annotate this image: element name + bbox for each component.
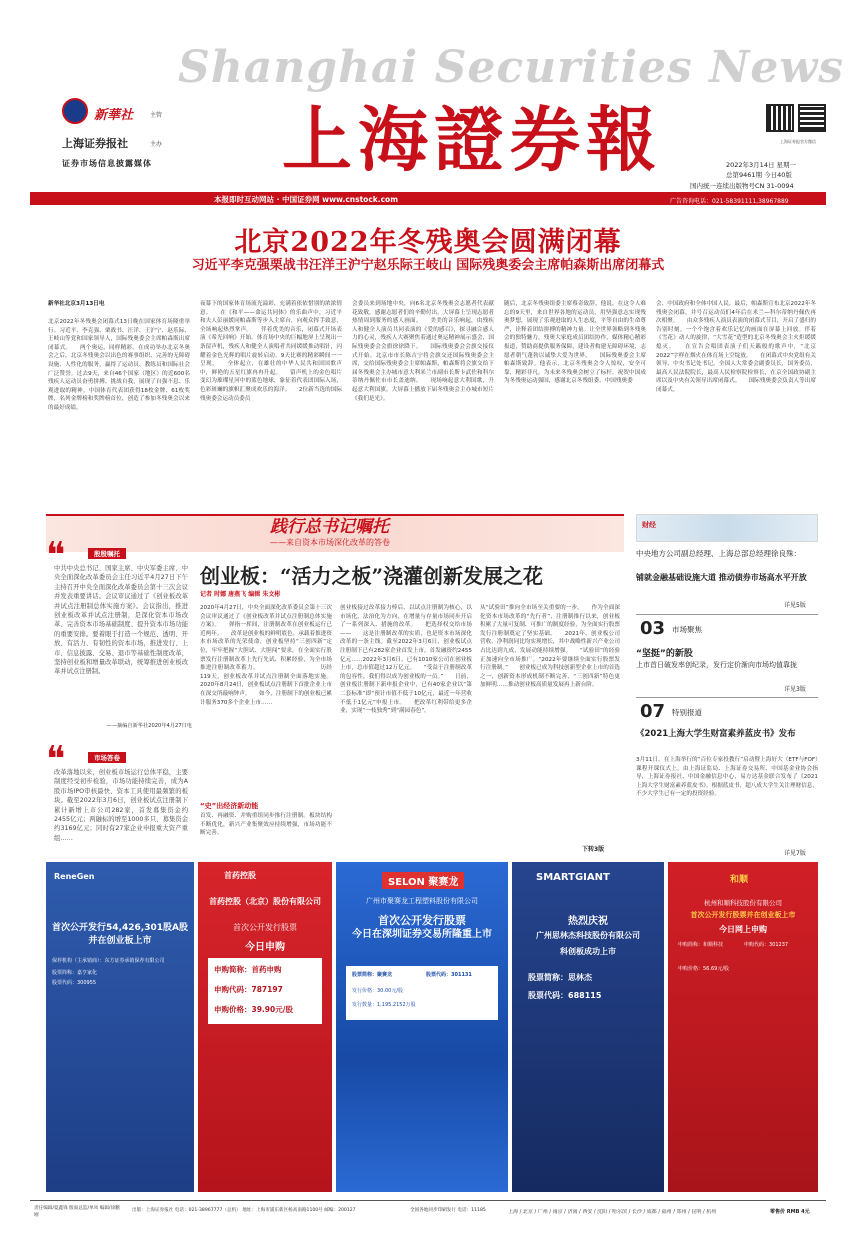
ad-smartgiant[interactable] [512,862,664,1192]
ad-title: 杭州和顺科技股份有限公司 [704,899,782,907]
ad-sub: 首次公开发行股票 [233,923,297,932]
feature-more-link[interactable]: 下转3版 [582,846,605,853]
sidebar-top-headline: 铺就金融基础设施大道 推动债券市场高水平开放 [636,573,807,582]
ad-info: 保荐机构（主承销商）：东方证券承销保荐有限公司 [52,958,165,964]
quote-mark-icon: ❝ [46,739,66,780]
footer-address: 出版：上海证券报社 电话：021-38967777（总机） 地址：上海市浦东新区杨高南路1100号 邮编：200127 [132,1208,356,1213]
issue-number: 总第9461期 今日40版 [726,171,792,179]
item2-tag: 特别报道 [672,708,702,717]
lead-col-3: 会委员来到场地中央，向6名北京冬残奥会志愿者代表献花致敬，感谢志愿者们的辛勤付出。大屏幕上呈现志愿者热情周到服务的感人画面。 美美的音乐响起，由残疾人和健全人演员共同表演的《爱的感召》，探寻融合感人力的心灵，残疾人大赛聚焦着通过奥运精神展示盛会，国际残奥委会会旗徐徐降下。 国际残奥委会会旗交接仪式开始。北京市市长陈吉宁将会旗交还国际残奥委会主席，交给国际残奥委会主席帕森斯，帕森斯将会旗交给下届冬残奥会主办城市意大利米兰市副市长斯卡武佐和科尔蒂纳丹佩佐市市长盖迪纳。 现场响起意大利国歌，升起意大利国旗。大屏幕上播放下届冬残奥会主办城市短片《我们是光》。 [352,301,494,402]
item2-text: 3月11日，在上海举行的“百位专家投教行”启动暨上海好大（ETF与FOF）课程开课仪式上，由上海证监局、上海证券交易所、中国基金业协会指导，上海证券报社、中国金融信息中心，易方达基金联合发布了《2021上海大学生财富素养蓝皮书》。根据蓝皮书，超八成大学生关注理财信息，不少大学生已有一定的投资经验。 [636,757,818,798]
quote-mark-icon: ❝ [46,535,66,576]
ad-info: 股票简称：嘉亨家化 [52,970,98,976]
publisher-role: 主办 [150,141,163,148]
ad-title: 热烈庆祝 [568,916,608,927]
ad-sub2: 今日申购 [245,942,285,953]
ad-sub: 首次公开发行股票并在创业板上市 [690,911,796,919]
feature-subhead: “史”出经济新动能 [200,802,259,810]
sidebar-divider [636,614,818,615]
sidebar-top-text: 中央地方公司副总经理、上海总部总经理徐良殊： [636,549,801,558]
main-headline: 北京2022年冬残奥会圆满闭幕 [234,227,622,258]
ad-info: 发行数量：1,195.2152万股 [352,1002,416,1008]
ad-brand: SMARTGIANT [536,872,610,883]
lead-col-4: 随后，北京冬残奥组委主席蔡奇致辞。他说，在这令人难忘的9天里，来自世界各地的运动员，用坚强意志实现残奥梦想，展现了乐观进取的人生态度，平等自由的生命尊严，诠释着团结拼搏的精神力量。让全世界领略到冬残奥会的独特魅力。残奥大家庭成员团结协作，媒体精心精彩报道，赞助商提供服务保障，建设者构建无障碍环境，志愿者朝气蓬勃以诚挚大爱为世界。 国际残奥委会主席帕森斯致辞。他表示，北京冬残奥会令人惊叹，安全可靠，精彩非凡。为未来冬残奥会树立了标杆。祝贺中国成为冬残奥运动强国，感谢北京冬残组委、中国残奥委 [504,301,646,385]
ad-info: 申购价格：39.90元/股 [214,1005,293,1014]
ad-info: 申购代码：787197 [214,985,283,994]
ad-info: 发行价格：30.00元/股 [352,988,403,994]
item2-number: 07 [640,701,666,722]
ad-info: 股票简称：思林杰 [528,973,592,982]
english-title: Shanghai Securities News [178,42,844,93]
site-tagline: 本报即时互动网站 · 中国证券网 www.cnstock.com [214,195,399,204]
footer-cities: 上海 / 北京 / 广州 / 南京 / 济南 / 西安 / 沈阳 / 哈尔滨 / 长沙 / 成都 / 福州 / 郑州 / 昆明 / 杭州 [508,1209,717,1215]
series-subtitle: ——来自资本市场深化改革的答卷 [270,538,390,547]
lead-story [48,300,828,505]
item1-tag: 市场聚焦 [672,625,702,634]
quote1-text: 中共中央总书记、国家主席、中央军委主席、中央全面深化改革委员会主任习近平4月27日下午主持召开中央全面深化改革委员会第十三次会议并发表重要讲话。会议审议通过了《创业板改革并试点注册制总体实施方案》。会议指出，推进创业板改革并试点注册制，是深化资本市场改革、完善资本市场基础制度、提升资本市场功能的重要安排。要着眼于打造一个规范、透明、开放、有活力、有韧性的资本市场，推进发行、上市、信息披露、交易、退市等基础性制度改革，坚持创业板和增量改革联动，统筹推进创业板改革并试点注册制。 [54,565,188,676]
ad-info: 股票简称：聚赛龙 [352,972,393,978]
ad-info: 股票代码：300955 [52,980,97,986]
series-title: 践行总书记嘱托 [270,517,389,537]
sidebar-top-more[interactable]: 详见5版 [784,602,806,609]
sidebar-logo: 财经 [642,521,656,529]
xinhua-logo-icon [62,98,88,124]
ad-sub2: 今日在深圳证券交易所隆重上市 [352,929,492,940]
lead-col-5: 会、中国政府和全体中国人民。最后，帕森斯宣布北京2022年冬残奥会闭幕，并号召运动员们4年后在米兰—科尔蒂纳丹佩佐再次相聚。 由众多残疾人演员表演的闭幕式节目，开启了盛归的告别时刻。一个个饱含着欢乐记忆的画面在屏幕上回放。伴着《雪花》动人的旋律，“大雪花”造型的北京冬残奥会主火炬缓缓熄灭。 在宣告会唱团表演子们天籁般的歌声中，“北京2022”字样在烟火在体育场上空绽放。 在闭幕式中央党组有关领导、中央书记处书记，全国人大常委会副委员长，国务委员，最高人民法院院长，最高人民检察院检察长，在京全国政协副主席以及中央有关领导出席闭幕式。 国际残奥委会负责人等出席闭幕式。 [656,301,816,393]
item1-title: “坚挺”的新股 [636,649,693,659]
masthead-chinese-title: 上海證券報 [282,98,662,181]
ad-info: 申购代码：301237 [744,942,789,948]
lead-col-2: 夜幕下的国家体育场流光溢彩，充满着依依惜别的浓浓情意。 在《和平——命运共同体》的乐曲声中，习近平和夫人彭丽媛同帕森斯等步入主席台，向观众挥手致意，全场响起热烈掌声。 伴着优美的音乐，闭幕式开场表演《希光回响》开始。体育场中央的巨幅地屏上呈现出一条留声机，残疾人和健全人演唱者共同缓缓推动唱针，闪耀着金色光辉的唱片旋转启动。9天比赛的精彩瞬间一一呈现。 全体起立，在雄壮的中华人民共和国国歌声中，鲜艳的五星红旗冉冉升起。 留声机上的金色唱片变幻为璀璨星河中的蓝色地球，象征着代表团国际入场，色彩斑斓的旗帜汇聚成欢乐的海洋。 2位新当选的国际残奥委会运动员委员 [200,301,342,402]
qr-caption: 上海证券报官方微信 [780,139,816,144]
footer-print: 全国各地同步印刷发行 电话：11185 [410,1208,486,1213]
ad-title: 首次公开发行54,426,301股A股并在创业板上市 [52,923,188,946]
quote2-text: 改革落地以来，创业板市场运行总体平稳，主要制度经受初步检验，市场功能持续完善，成为A股市场IPO审核最快、资本工具使用最频繁的板块。截至2022年3月6日，创业板试点注册制下累计新增上市公司282家，首发募集资金约2455亿元；两融标的增至1000多只，募集资金约3169亿元；同时有27家企业申报重大资产重组…… [54,769,188,842]
feature-col-2: 创业板接过改革接力棒后，以试点注册制为核心，以市场化、法治化为方向，在增量与存量市场同步开启了一系列深入、措施的改革。 把选择权交给市场—— 这是注册制改革的实质，也是资本市场深化改革的一条主线。截至2022年3月6日，创业板试点注册制下已有282家企业首发上市，首发融资约2455亿元……2022年3月6日，已有1010家公司在创业板上市，总市值超过12万亿元。 “受益于注册制改革的包容性，我们得以成为创业板的一员。” 日前，创业板注册制下新申报企业中，已有40家企业以“第二套标准”即“预计市值不低于10亿元，最近一年营收不低于1亿元”申报上市。 把改革红利带给更多企业，实现“一枝独秀”到“满园春色”。 [340,605,472,715]
qr-code-icon [766,104,794,132]
ad-brand: 首药控股 [224,871,256,880]
ad-title: 广州市聚赛龙工程塑料股份有限公司 [366,897,478,905]
feature-headline: 创业板：“活力之板”浇灌创新发展之花 [200,564,544,588]
feature-col-1: 2020年4月27日，中央全面深化改革委员会第十三次会议审议通过了《创业板改革并试点注册制总体实施方案》。 弹指一挥间，注册制改革在创业板运行已近两年。 改革是创业板的鲜明底色。承载着推进资本市场改革的光荣使命，创业板坚持“三创四新”定位，牢牢把握“大胆试、大胆闯”要求，在全面实行股票发行注册制改革上先行先试、积累经验，为全市场推进注册制改革蓄力。 历经119天，创业板改革并试点注册制全面落地实施。2020年8月24日，创业板试点注册制下首批企业上市在深交所敲响钟声。 如今，注册制下的创业板已累计服务370多个企业上市…… [200,605,332,706]
ad-info: 申购简称：首药申购 [214,965,282,974]
item1-desc: 上市首日破发率创纪录，发行定价渐向市场均值靠拢 [636,661,797,669]
publisher: 上海证券报社 [62,137,128,150]
ad-sub: 广州思林杰科技股份有限公司 [536,931,640,940]
dateline: 新华社北京3月13日电 [48,301,105,307]
item2-more[interactable]: 详见7版 [784,850,806,857]
item1-number: 03 [640,618,666,639]
qr-code-icon [798,104,826,132]
ad-title: 首药控股（北京）股份有限公司 [209,897,321,906]
quote2-tag: 市场答卷 [88,752,126,763]
sidebar-image [636,514,818,542]
ad-sub2: 科创板成功上市 [560,947,616,956]
ad-heshun[interactable] [668,862,818,1192]
ad-shouyao[interactable] [198,862,332,1192]
slogan: 证券市场信息披露媒体 [62,159,152,168]
ad-phone: 广告咨询电话：021-58391111,38967889 [670,198,789,205]
footer-price: 零售价 RMB 4元 [770,1209,810,1215]
ad-brand: 和顺 [730,875,749,885]
feature-byline: 记者 时娜 唐燕飞 编辑 朱文彬 [200,591,281,598]
xinhua-role: 主管 [150,112,163,119]
item2-title: 《2021上海大学生财富素养蓝皮书》发布 [636,729,796,739]
ad-sub2: 今日网上申购 [719,925,767,934]
quote1-tag: 殷殷嘱托 [88,548,126,559]
ad-selon[interactable] [336,862,508,1192]
issue-date: 2022年3月14日 星期一 [726,161,797,169]
lead-col-1: 北京2022年冬残奥会闭幕式13日晚在国家体育场隆重举行。习近平、李克强、栗战书、汪洋、王沪宁、赵乐际、王岐山等党和国家领导人，国际残奥委会主席帕森斯出席闭幕式。 两个奥运，同样精彩。在成功举办北京冬奥会之后，北京冬残奥会以出色的赛事组织、完善的无障碍设施、人性化的服务，赢得了运动员、教练员和国际社会广泛赞誉。过去9天，来自46个国家（地区）的近600名残疾人运动员奋勇拼搏、挑战自我，展现了自强不息、乐观进取的精神。中国体育代表团获得18枚金牌、61枚奖牌，名列金牌榜和奖牌榜首位，创造了参加冬残奥会以来的最好成绩。 [48,319,190,411]
issue-cn: 国内统一连续出版物号CN 31-0094 [690,182,794,190]
feature-col-3: 从“试验田”推向全市场至关重要的一步。 作为全面深化资本市场改革的“先行者”，注册制推行以来，创业板积累了大量可复制、可推广的制度经验，为全面实行股票发行注册制奠定了坚实基础。 2021年，创业板公司营收、净利润同比均实现增长，其中战略性新兴产业公司占比达到九成，发展动能持续增强。 “试验田”的经验正加速向全市场推广。“2022年要继续全面实行股票发行注册制。” 创业板已成为科技创新型企业上市的首选之一，创新资本形成机制不断完善，“三创四新”特色更加鲜明……推动创业板高质量发展再上新台阶。 [480,605,620,689]
sidebar-divider [636,697,818,698]
feature-col-1b: 首发、再融资、并购重组同步推行注册制。板块结构不断优化，新兴产业集聚效应持续增强，市场功能不断完善。 [200,813,332,837]
ad-brand: ReneGen [54,872,95,881]
footer-staff: 责任编辑/夏鑫锋 版面总监/单凤 编辑/徐鹏刚 [34,1206,120,1218]
ad-renegen[interactable] [46,862,194,1192]
ad-sub: 首次公开发行股票 [378,914,466,927]
ad-info: 股票代码：688115 [528,991,602,1000]
xinhua-name: 新華社 [94,108,134,123]
sub-headline: 习近平李克强栗战书汪洋王沪宁赵乐际王岐山 国际残奥委会主席帕森斯出席闭幕式 [191,258,665,273]
ad-info: 申购价格：56.69元/股 [678,966,729,972]
quote1-source: ——摘编自新华社2020年4月27日电 [106,723,192,729]
item1-more[interactable]: 详见3版 [784,686,806,693]
ad-brand: SELON 聚赛龙 [382,872,464,889]
ad-info: 申购简称：和顺科技 [678,942,724,948]
ad-info: 股票代码：301131 [426,972,472,978]
footer-rule [30,1200,826,1201]
masthead [0,0,858,273]
